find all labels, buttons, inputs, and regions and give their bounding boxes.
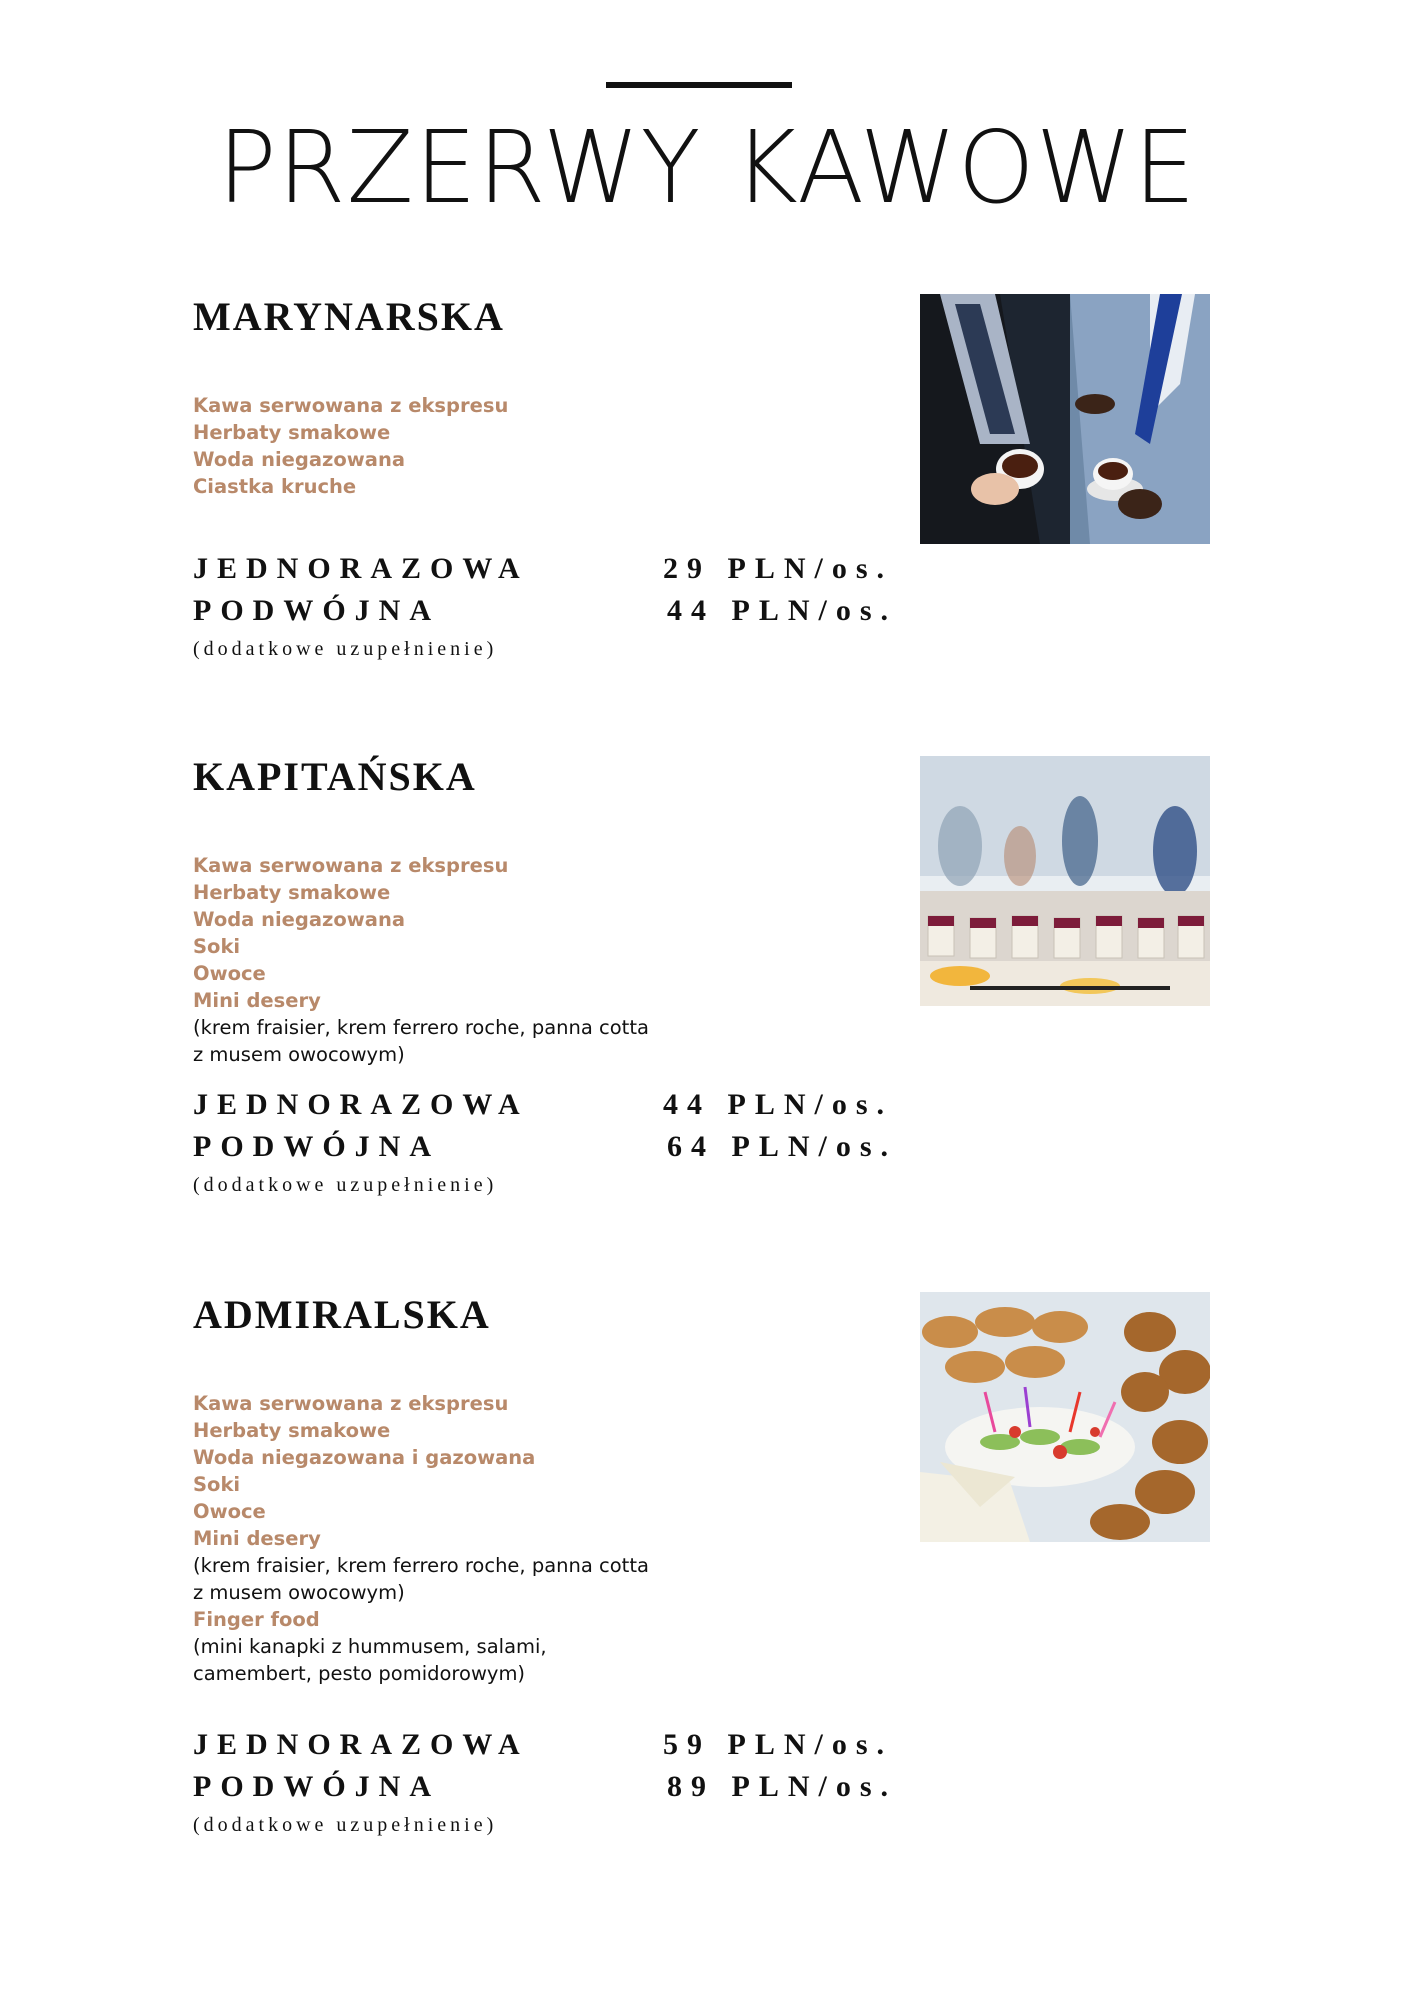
price-note: (dodatkowe uzupełnienie) <box>193 638 498 660</box>
list-item: (mini kanapki z hummusem, salami, <box>193 1635 547 1658</box>
price-label: JEDNORAZOWA <box>193 1088 529 1121</box>
list-item: Soki <box>193 1473 241 1496</box>
price-row <box>193 1130 898 1172</box>
price-list <box>193 1728 898 1837</box>
list-item: z musem owocowym) <box>193 1581 405 1604</box>
price-value: 44 PLN/os. <box>667 594 898 627</box>
price-list <box>193 552 898 661</box>
item-list <box>193 392 508 500</box>
price-row <box>193 1088 894 1130</box>
price-row <box>193 552 894 594</box>
list-item: (krem fraisier, krem ferrero roche, panna cotta <box>193 1554 649 1577</box>
list-item: Ciastka kruche <box>193 475 357 498</box>
list-item: Kawa serwowana z ekspresu <box>193 854 509 877</box>
price-value: 64 PLN/os. <box>667 1130 898 1163</box>
section-title: KAPITAŃSKA <box>193 754 477 799</box>
list-item: Kawa serwowana z ekspresu <box>193 1392 509 1415</box>
section-title: MARYNARSKA <box>193 294 505 339</box>
price-label: JEDNORAZOWA <box>193 1728 529 1761</box>
list-item: camembert, pesto pomidorowym) <box>193 1662 526 1685</box>
price-value: 44 PLN/os. <box>663 1088 894 1121</box>
item-list <box>193 1390 649 1687</box>
list-item: Woda niegazowana <box>193 448 405 471</box>
coffee-meeting-photo-art <box>920 294 1210 544</box>
price-label: JEDNORAZOWA <box>193 552 529 585</box>
list-item: Woda niegazowana i gazowana <box>193 1446 536 1469</box>
price-label: PODWÓJNA <box>193 1130 440 1163</box>
price-value: 89 PLN/os. <box>667 1770 898 1803</box>
list-item: Kawa serwowana z ekspresu <box>193 394 509 417</box>
section-title: ADMIRALSKA <box>193 1292 491 1337</box>
price-row <box>193 1728 894 1770</box>
list-item: Owoce <box>193 1500 266 1523</box>
title-top-rule <box>606 82 792 88</box>
page-title: PRZERWY KAWOWE <box>217 109 1197 226</box>
price-value: 59 PLN/os. <box>663 1728 894 1761</box>
list-item: Woda niegazowana <box>193 908 405 931</box>
coffee-meeting-photo <box>920 294 1210 544</box>
list-item: Finger food <box>193 1608 320 1631</box>
list-item: Mini desery <box>193 1527 321 1550</box>
list-item: Mini desery <box>193 989 321 1012</box>
price-row <box>193 1770 898 1812</box>
list-item: Herbaty smakowe <box>193 1419 391 1442</box>
list-item: z musem owocowym) <box>193 1043 405 1066</box>
price-list <box>193 1088 898 1197</box>
price-label: PODWÓJNA <box>193 594 440 627</box>
mini-desserts-photo <box>920 756 1210 1006</box>
mini-desserts-photo-art <box>920 756 1210 1006</box>
price-row <box>193 594 898 636</box>
price-note: (dodatkowe uzupełnienie) <box>193 1174 498 1196</box>
price-label: PODWÓJNA <box>193 1770 440 1803</box>
list-item: Herbaty smakowe <box>193 881 391 904</box>
list-item: Owoce <box>193 962 266 985</box>
list-item: Soki <box>193 935 241 958</box>
list-item: (krem fraisier, krem ferrero roche, panna cotta <box>193 1016 649 1039</box>
pastries-finger-food-photo-art <box>920 1292 1210 1542</box>
price-value: 29 PLN/os. <box>663 552 894 585</box>
pastries-finger-food-photo <box>920 1292 1210 1542</box>
price-note: (dodatkowe uzupełnienie) <box>193 1814 498 1836</box>
list-item: Herbaty smakowe <box>193 421 391 444</box>
item-list <box>193 852 649 1068</box>
